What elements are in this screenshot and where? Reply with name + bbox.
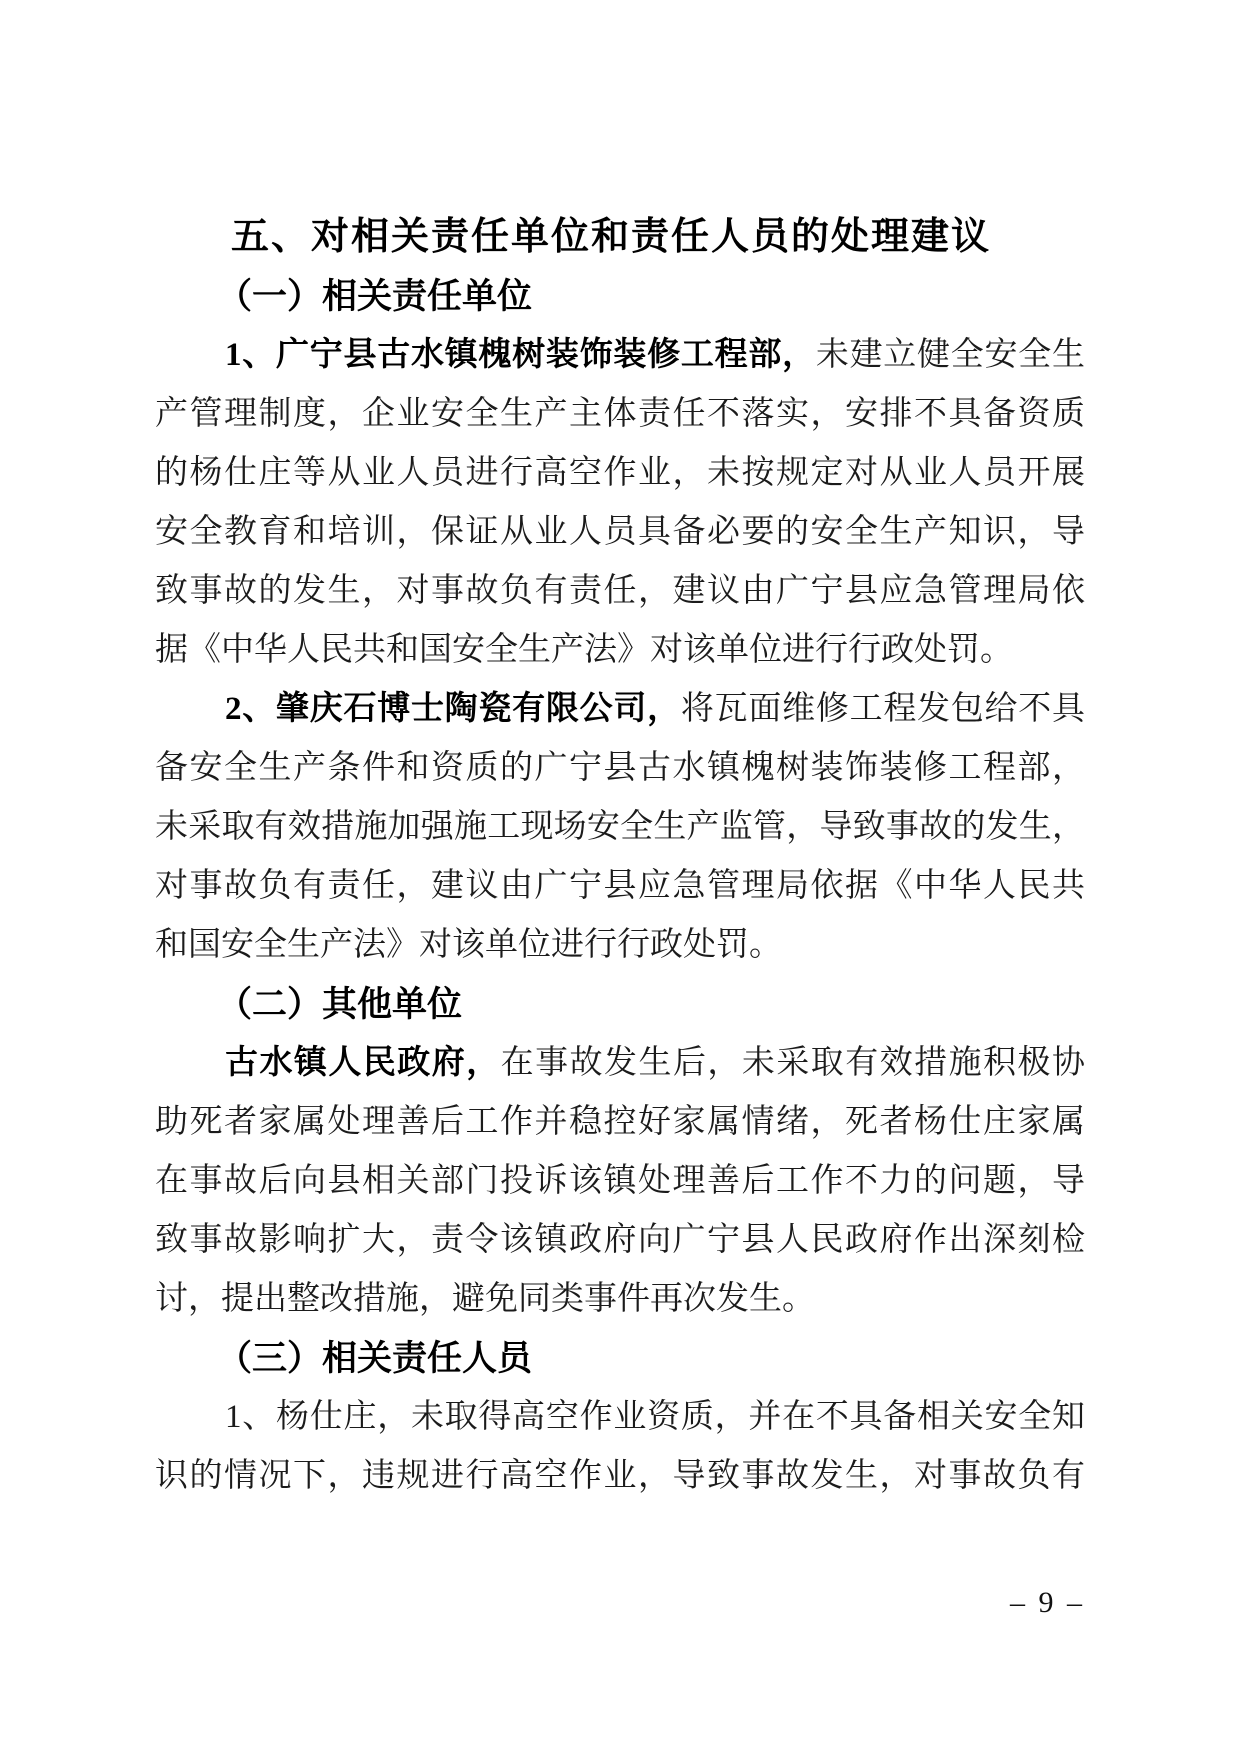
section-heading: 五、对相关责任单位和责任人员的处理建议 [231,216,992,258]
text-run: 未建立健全安全生 [815,337,1086,373]
subsection-title-3: （三）相关责任人员 [217,1339,533,1378]
text-line: 和国安全生产法》对该单位进行行政处罚。 [155,927,782,963]
text-line [155,680,1085,739]
text-line: 未采取有效措施加强施工现场安全生产监管，导致事故的发生， [155,809,1085,845]
text-line: 的杨仕庄等从业人员进行高空作业，未按规定对从业人员开展 [155,455,1085,491]
entity-name-bold: 古水镇人民政府， [225,1045,501,1081]
text-line: 致事故影响扩大，责令该镇政府向广宁县人民政府作出深刻检 [155,1222,1085,1258]
text-line [155,1034,1085,1093]
text-line: 在事故后向县相关部门投诉该镇处理善后工作不力的问题，导 [155,1163,1085,1199]
page-number: – 9 – [1010,1586,1085,1619]
text-line: 讨，提出整改措施，避免同类事件再次发生。 [155,1281,815,1317]
text-line [155,326,1085,385]
text-line: 识的情况下，违规进行高空作业，导致事故发生，对事故负有 [155,1458,1085,1494]
text-line: 对事故负有责任，建议由广宁县应急管理局依据《中华人民共 [155,868,1085,904]
subsection-title-2: （二）其他单位 [217,985,463,1024]
text-line: 据《中华人民共和国安全生产法》对该单位进行行政处罚。 [155,632,1013,668]
entity-name-bold: 1、广宁县古水镇槐树装饰装修工程部， [225,337,816,373]
document-body [155,208,1085,1506]
text-line: 安全教育和培训，保证从业人员具备必要的安全生产知识，导 [155,514,1085,550]
text-line: 助死者家属处理善后工作并稳控好家属情绪，死者杨仕庄家属 [155,1104,1085,1140]
text-line: 产管理制度，企业安全生产主体责任不落实，安排不具备资质 [155,396,1085,432]
text-run: 在事故发生后，未采取有效措施积极协 [500,1045,1086,1081]
entity-name-bold: 2、肇庆石博士陶瓷有限公司， [225,691,681,727]
text-run: 将瓦面维修工程发包给不具 [680,691,1086,727]
text-line: 致事故的发生，对事故负有责任，建议由广宁县应急管理局依 [155,573,1085,609]
text-line: 1、杨仕庄，未取得高空作业资质，并在不具备相关安全知 [225,1399,1085,1435]
subsection-title-1: （一）相关责任单位 [217,277,533,316]
text-line: 备安全生产条件和资质的广宁县古水镇槐树装饰装修工程部， [155,750,1085,786]
